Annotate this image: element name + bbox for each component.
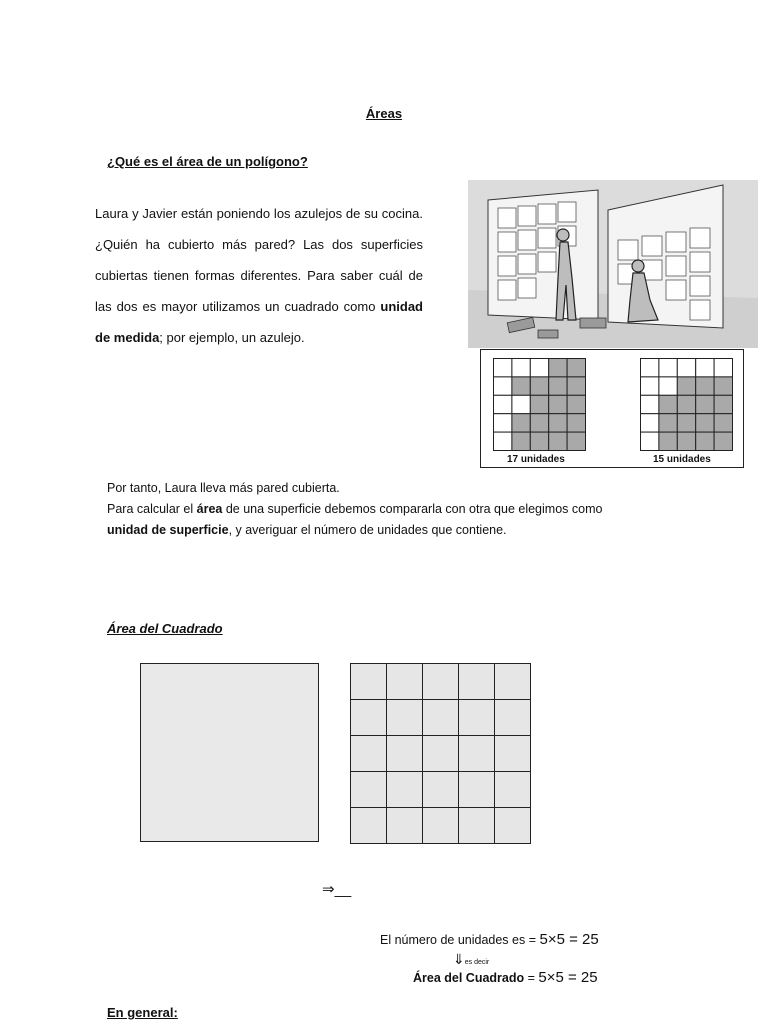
shaded-tile	[677, 395, 695, 413]
units-count-label: El número de unidades es =	[380, 933, 540, 947]
shaded-tile	[549, 414, 567, 432]
shaded-tile	[567, 432, 585, 450]
tile-grid-javier	[640, 358, 733, 451]
shaded-tile	[567, 359, 585, 377]
units-count-expression: 5×5 = 25	[539, 931, 599, 948]
unit-square	[387, 772, 423, 808]
shaded-tile	[567, 414, 585, 432]
unit-square	[387, 664, 423, 700]
shaded-tile	[567, 377, 585, 395]
shaded-tile	[549, 377, 567, 395]
shaded-tile	[696, 414, 714, 432]
empty-tile	[641, 395, 659, 413]
shaded-tile	[677, 377, 695, 395]
unit-square	[423, 772, 459, 808]
empty-tile	[696, 359, 714, 377]
unit-square	[351, 808, 387, 844]
square-area-label: Área del Cuadrado	[413, 971, 525, 985]
square-area-heading: Área del Cuadrado	[107, 621, 223, 636]
shaded-tile	[677, 414, 695, 432]
unit-square	[495, 808, 531, 844]
empty-tile	[641, 432, 659, 450]
unit-square	[459, 664, 495, 700]
tile-grid-javier-svg	[640, 358, 733, 451]
es-decir-text: es decir	[464, 959, 490, 966]
unit-square	[387, 736, 423, 772]
tile-grid-laura-svg	[493, 358, 586, 451]
unit-square	[459, 808, 495, 844]
shaded-tile	[549, 395, 567, 413]
shaded-tile	[714, 395, 732, 413]
shaded-tile	[530, 432, 548, 450]
shaded-tile	[549, 432, 567, 450]
unit-square	[495, 772, 531, 808]
unit-square	[387, 808, 423, 844]
empty-tile	[494, 395, 512, 413]
unit-square	[423, 808, 459, 844]
shaded-tile	[677, 432, 695, 450]
unit-square	[459, 772, 495, 808]
tile-grid-javier-label: 15 unidades	[653, 454, 711, 465]
shaded-tile	[659, 432, 677, 450]
tile-comparison-box	[480, 349, 744, 468]
es-decir-note	[453, 951, 489, 968]
intro-text-2: ; por ejemplo, un azulejo.	[159, 330, 305, 345]
shaded-tile	[512, 414, 530, 432]
intro-paragraph	[95, 198, 423, 353]
empty-tile	[512, 359, 530, 377]
shaded-tile	[696, 432, 714, 450]
conclusion-line-1: Por tanto, Laura lleva más pared cubierta.	[107, 481, 340, 495]
area-term: área	[196, 502, 223, 516]
shaded-tile	[530, 377, 548, 395]
unit-square	[351, 772, 387, 808]
shaded-tile	[659, 414, 677, 432]
unit-square	[423, 736, 459, 772]
shaded-tile	[696, 377, 714, 395]
down-arrow-icon: ⇓	[453, 951, 465, 967]
empty-tile	[659, 359, 677, 377]
empty-tile	[512, 395, 530, 413]
empty-tile	[641, 359, 659, 377]
unit-square	[459, 736, 495, 772]
unit-square	[351, 736, 387, 772]
empty-tile	[677, 359, 695, 377]
unit-square	[459, 700, 495, 736]
general-heading: En general:	[107, 1005, 178, 1020]
empty-tile	[494, 414, 512, 432]
empty-tile	[530, 359, 548, 377]
empty-tile	[714, 359, 732, 377]
page-title: Áreas	[365, 106, 403, 121]
shaded-tile	[714, 377, 732, 395]
square-area-expression: 5×5 = 25	[538, 969, 598, 986]
empty-tile	[494, 432, 512, 450]
shaded-tile	[567, 395, 585, 413]
unit-square	[351, 664, 387, 700]
empty-tile	[641, 414, 659, 432]
empty-tile	[659, 377, 677, 395]
shaded-tile	[530, 414, 548, 432]
empty-tile	[494, 359, 512, 377]
unit-term: unidad de superficie	[107, 523, 229, 537]
unit-square	[495, 700, 531, 736]
kitchen-tiling-illustration	[468, 180, 758, 348]
conclusion-line-2: Para calcular el área de una superficie debemos compararla con otra que elegimos como	[107, 502, 603, 516]
square-unit-grid	[350, 663, 531, 844]
shaded-tile	[659, 395, 677, 413]
square-figure	[140, 663, 319, 842]
question-heading: ¿Qué es el área de un polígono?	[107, 154, 308, 169]
unit-square	[351, 700, 387, 736]
tile-grid-laura-label: 17 unidades	[507, 454, 565, 465]
unit-square	[387, 700, 423, 736]
shaded-tile	[696, 395, 714, 413]
unit-square	[495, 664, 531, 700]
shaded-tile	[512, 432, 530, 450]
empty-tile	[494, 377, 512, 395]
shaded-tile	[530, 395, 548, 413]
intro-bold-term: unidad de medida	[95, 299, 423, 345]
shaded-tile	[549, 359, 567, 377]
shaded-tile	[714, 432, 732, 450]
units-count-line	[380, 931, 599, 948]
intro-text-1: Laura y Javier están poniendo los azulejos de su cocina. ¿Quién ha cubierto más pared? Las dos superficies cubiertas tienen formas diferentes. Para saber cuál de las dos es mayor utilizamos un cuadrado como	[95, 206, 423, 314]
conclusion-line-3: unidad de superficie, y averiguar el número de unidades que contiene.	[107, 523, 507, 537]
shaded-tile	[512, 377, 530, 395]
unit-square	[423, 700, 459, 736]
conclusion-paragraph	[107, 478, 707, 541]
tile-grid-laura	[493, 358, 586, 451]
implies-arrow: ⇒__	[322, 881, 352, 898]
unit-square	[423, 664, 459, 700]
shaded-tile	[714, 414, 732, 432]
square-area-formula: Área del Cuadrado = 5×5 = 25	[413, 969, 598, 986]
empty-tile	[641, 377, 659, 395]
unit-square	[495, 736, 531, 772]
